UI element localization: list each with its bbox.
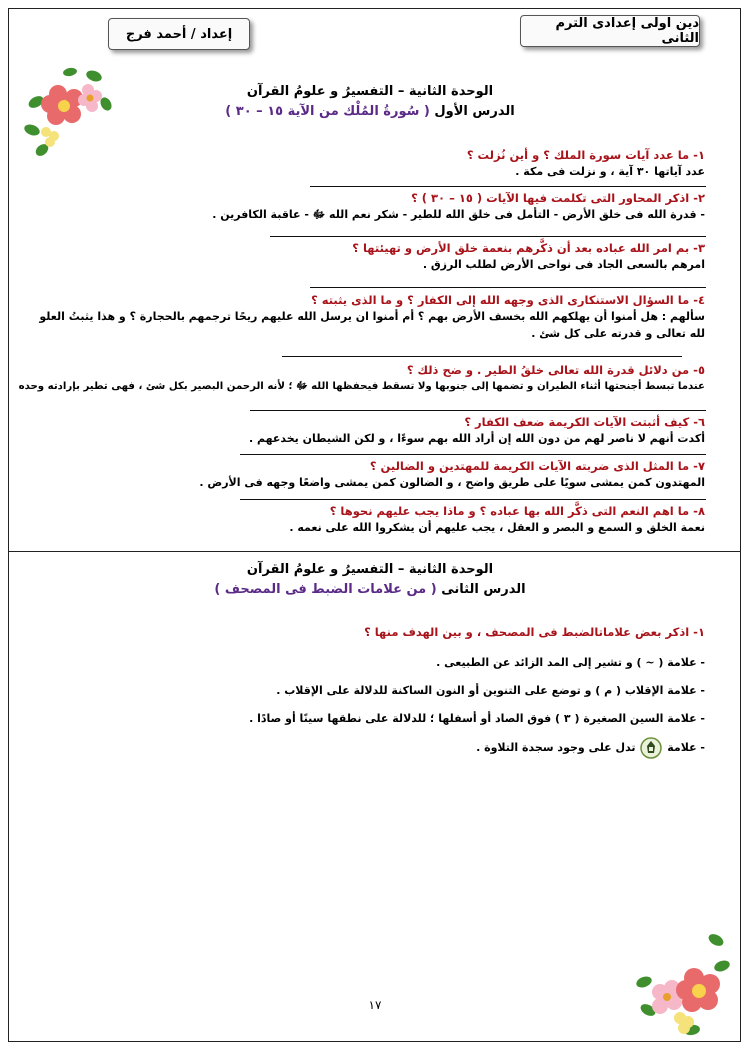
question-3: ٣- بم امر الله عباده بعد أن ذكَّرهم بنعمة خلق الأرض و تهيئتها ؟	[352, 241, 705, 255]
qa-item-3	[30, 240, 705, 273]
qa-item-4	[30, 292, 705, 342]
qa-item-1	[30, 147, 705, 180]
lesson2-question-block	[30, 624, 705, 640]
question-7: ٧- ما المثل الذى ضربته الآيات الكريمة للمهتدين و الضالين ؟	[369, 459, 705, 473]
lesson2-answer-3	[30, 710, 705, 727]
lesson-topic-2: ( من علامات الضبط فى المصحف )	[214, 582, 437, 597]
flower-decoration-top	[22, 62, 114, 160]
question-4: ٤- ما السؤال الاستنكارى الذى وجهه الله إلى الكفار ؟ و ما الذى يثبته ؟	[311, 293, 705, 307]
lesson-title-1	[150, 104, 590, 119]
mark-iqlab-answer: - علامة الإقلاب ( م ) و توضع على التنوين أو النون الساكنة للدلالة على الإقلاب .	[276, 684, 705, 697]
qa-item-6	[30, 414, 705, 447]
question-underline-6	[250, 410, 706, 411]
qa-item-8	[30, 503, 705, 536]
mark-sajda-suffix: تدل على وجود سجدة التلاوة .	[476, 741, 636, 754]
answer-1: عدد آياتها ٣٠ آية ، و نزلت فى مكة .	[515, 165, 705, 178]
author-header-box	[108, 18, 250, 50]
author-text: إعداد / أحمد فرج	[125, 26, 233, 42]
mark-sajda-prefix: - علامة	[667, 741, 705, 754]
section-divider	[8, 551, 741, 552]
mark-madd-answer: - علامة ( ~ ) و تشير إلى المد الزائد عن الطبيعى .	[436, 656, 705, 669]
lesson2-answer-1	[30, 654, 705, 671]
subject-term-text: دين اولى إعدادى الترم الثانى	[555, 16, 699, 46]
lesson-label-2: الدرس الثانى	[441, 582, 526, 597]
lesson2-answer-2	[30, 682, 705, 699]
question-8: ٨- ما اهم النعم التى ذكَّر الله بها عباده ؟ و ماذا يجب عليهم نحوها ؟	[329, 504, 705, 518]
answer-2: - قدرة الله فى خلق الأرض - التأمل فى خلق الله للطير - شكر نعم الله ﷻ - عاقبة الكافرين .	[212, 208, 705, 221]
question-underline-4	[310, 287, 706, 288]
question-6: ٦- كيف أثبتت الآيات الكريمة ضعف الكفار ؟	[464, 415, 705, 429]
answer-3: امرهم بالسعى الجاد فى نواحى الأرض لطلب الرزق .	[422, 258, 705, 271]
question-5: ٥- من دلائل قدرة الله تعالى خلقُ الطير . و ضح ذلك ؟	[406, 363, 705, 377]
lesson-label-1: الدرس الأول	[434, 104, 515, 119]
question-underline-5	[282, 356, 682, 357]
lesson2-question: ١- اذكر بعض علاماتالضبط فى المصحف ، و بين الهدف منها ؟	[364, 625, 705, 639]
unit-title-2: الوحدة الثانية – التفسيرُ و علومُ القرآن	[246, 562, 494, 577]
flower-decoration-bottom	[632, 930, 732, 1038]
lesson-title-2	[150, 582, 590, 597]
sajda-mark-icon	[639, 736, 663, 760]
unit-title-1: الوحدة الثانية – التفسيرُ و علومُ القرآن	[246, 84, 494, 99]
subject-header-box	[520, 15, 700, 47]
lesson-topic-1: ( سُورةُ المُلْك من الآية ١٥ – ٣٠ )	[225, 104, 430, 119]
qa-item-7	[30, 458, 705, 491]
qa-item-2	[30, 190, 705, 223]
question-underline-7	[240, 454, 706, 455]
question-2: ٢- اذكر المحاور التى تكلمت فيها الآيات ( ١٥ – ٣٠ ) ؟	[411, 191, 705, 205]
question-underline-2	[310, 186, 706, 187]
mark-sajda-answer	[30, 736, 705, 760]
answer-6: أكدت أنهم لا ناصر لهم من دون الله إن أراد الله بهم سوءًا ، و لكن الشيطان يخدعهم .	[248, 432, 705, 445]
question-underline-3	[270, 236, 706, 237]
mark-small-seen-answer: - علامة السين الصغيرة ( ٣ ) فوق الصاد أو أسفلها ؛ للدلالة على نطقها سينًا أو صادًا .	[249, 712, 705, 725]
page-number: ١٧	[368, 998, 382, 1012]
answer-8: نعمة الخلق و السمع و البصر و العقل ، يجب عليهم أن يشكروا الله على نعمه .	[289, 521, 705, 534]
qa-item-5	[18, 362, 705, 395]
answer-5: عندما تبسط أجنحتها أثناء الطيران و تضمها إلى جنوبها ولا تسقط فيحفظها الله ﷻ ؛ لأنه الرحمن البصير بكل شئ ، فهى تطير بإرادته وحده	[18, 381, 705, 392]
answer-4: سألهم : هل أمنوا أن يهلكهم الله بخسف الأرض بهم ؟ أم أمنوا ان يرسل الله عليهم ريحًا ترجمهم بالحجارة ؟ و هذا يثبتُ العلو لله تعالى و قدرته على كل شئ .	[39, 310, 705, 340]
lesson2-answer-4	[30, 736, 705, 760]
answer-7: المهتدون كمن يمشى سويًا على طريق واضح ، و الضالون كمن يمشى واضعًا وجهه فى الأرض .	[199, 476, 705, 489]
question-underline-8	[240, 499, 706, 500]
question-1: ١- ما عدد آيات سورة الملك ؟ و أين نُزلت ؟	[466, 148, 705, 162]
